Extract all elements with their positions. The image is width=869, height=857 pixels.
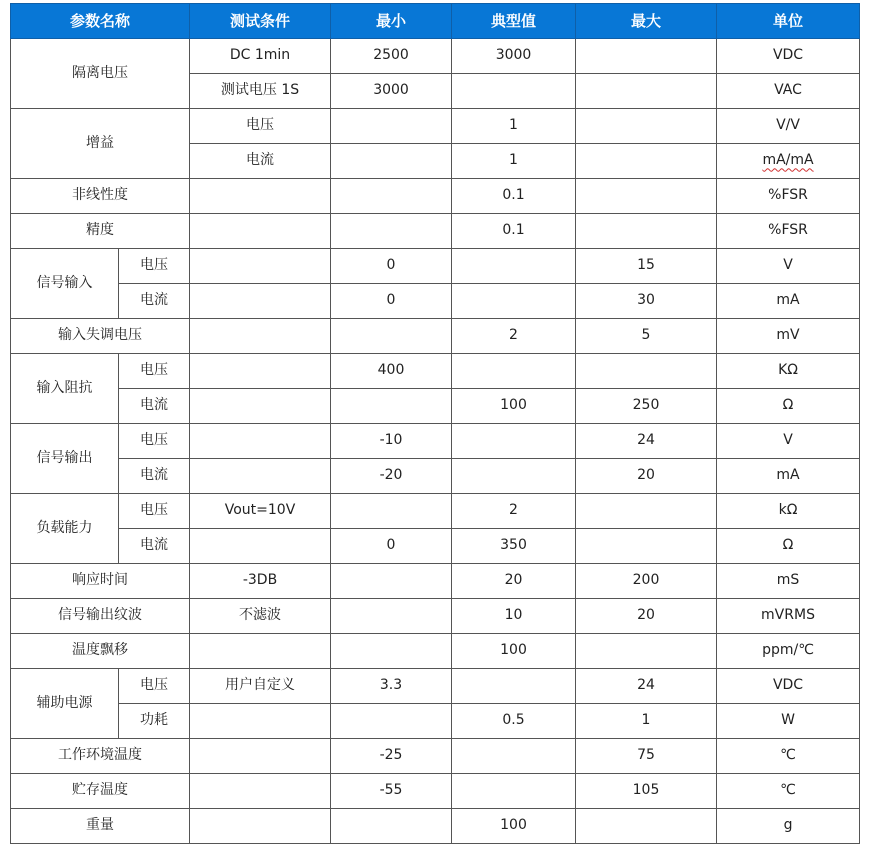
header-min: 最小 bbox=[331, 4, 452, 39]
param-name: 工作环境温度 bbox=[11, 739, 190, 774]
max-value bbox=[576, 39, 717, 74]
sub-param: 电压 bbox=[119, 249, 190, 284]
table-row bbox=[11, 529, 860, 564]
typical-value: 100 bbox=[452, 634, 576, 669]
test-condition bbox=[190, 634, 331, 669]
typical-value bbox=[452, 669, 576, 704]
max-value: 24 bbox=[576, 669, 717, 704]
max-value bbox=[576, 109, 717, 144]
max-value: 75 bbox=[576, 739, 717, 774]
test-condition: -3DB bbox=[190, 564, 331, 599]
typical-value: 1 bbox=[452, 144, 576, 179]
sub-param: 电流 bbox=[119, 389, 190, 424]
unit: ppm/℃ bbox=[717, 634, 860, 669]
test-condition bbox=[190, 459, 331, 494]
test-condition: 不滤波 bbox=[190, 599, 331, 634]
test-condition: Vout=10V bbox=[190, 494, 331, 529]
max-value bbox=[576, 74, 717, 109]
unit: %FSR bbox=[717, 179, 860, 214]
test-condition bbox=[190, 424, 331, 459]
unit: Ω bbox=[717, 389, 860, 424]
typical-value: 10 bbox=[452, 599, 576, 634]
test-condition: 电压 bbox=[190, 109, 331, 144]
min-value bbox=[331, 634, 452, 669]
param-name: 精度 bbox=[11, 214, 190, 249]
min-value bbox=[331, 389, 452, 424]
max-value bbox=[576, 494, 717, 529]
test-condition: DC 1min bbox=[190, 39, 331, 74]
header-param-name: 参数名称 bbox=[11, 4, 190, 39]
table-row bbox=[11, 284, 860, 319]
table-row bbox=[11, 214, 860, 249]
min-value: 400 bbox=[331, 354, 452, 389]
param-name: 温度飘移 bbox=[11, 634, 190, 669]
test-condition: 测试电压 1S bbox=[190, 74, 331, 109]
test-condition bbox=[190, 774, 331, 809]
sub-param: 电流 bbox=[119, 529, 190, 564]
typical-value: 0.5 bbox=[452, 704, 576, 739]
typical-value: 100 bbox=[452, 389, 576, 424]
table-row bbox=[11, 109, 860, 144]
table-row bbox=[11, 179, 860, 214]
unit: g bbox=[717, 809, 860, 844]
table-row bbox=[11, 319, 860, 354]
min-value bbox=[331, 179, 452, 214]
sub-param: 电流 bbox=[119, 459, 190, 494]
min-value: -20 bbox=[331, 459, 452, 494]
table-row bbox=[11, 774, 860, 809]
unit: mA bbox=[717, 284, 860, 319]
test-condition bbox=[190, 179, 331, 214]
unit: KΩ bbox=[717, 354, 860, 389]
header-typical: 典型值 bbox=[452, 4, 576, 39]
test-condition bbox=[190, 354, 331, 389]
unit: V bbox=[717, 249, 860, 284]
typical-value: 1 bbox=[452, 109, 576, 144]
table-row bbox=[11, 634, 860, 669]
typical-value: 350 bbox=[452, 529, 576, 564]
typical-value bbox=[452, 739, 576, 774]
max-value: 250 bbox=[576, 389, 717, 424]
param-name: 辅助电源 bbox=[11, 669, 119, 739]
test-condition bbox=[190, 214, 331, 249]
test-condition bbox=[190, 704, 331, 739]
typical-value bbox=[452, 249, 576, 284]
test-condition: 电流 bbox=[190, 144, 331, 179]
test-condition: 用户自定义 bbox=[190, 669, 331, 704]
max-value: 200 bbox=[576, 564, 717, 599]
param-name: 信号输入 bbox=[11, 249, 119, 319]
min-value: -10 bbox=[331, 424, 452, 459]
typical-value bbox=[452, 354, 576, 389]
table-row bbox=[11, 39, 860, 74]
param-name: 响应时间 bbox=[11, 564, 190, 599]
unit: ℃ bbox=[717, 739, 860, 774]
table-row bbox=[11, 494, 860, 529]
test-condition bbox=[190, 284, 331, 319]
min-value bbox=[331, 494, 452, 529]
unit: V bbox=[717, 424, 860, 459]
spec-table bbox=[10, 3, 860, 844]
param-name: 重量 bbox=[11, 809, 190, 844]
min-value bbox=[331, 144, 452, 179]
sub-param: 电流 bbox=[119, 284, 190, 319]
unit: W bbox=[717, 704, 860, 739]
max-value: 20 bbox=[576, 459, 717, 494]
unit: VAC bbox=[717, 74, 860, 109]
table-row bbox=[11, 354, 860, 389]
typical-value bbox=[452, 74, 576, 109]
max-value: 1 bbox=[576, 704, 717, 739]
min-value: 0 bbox=[331, 284, 452, 319]
test-condition bbox=[190, 739, 331, 774]
typical-value: 2 bbox=[452, 494, 576, 529]
min-value bbox=[331, 704, 452, 739]
max-value: 24 bbox=[576, 424, 717, 459]
unit: %FSR bbox=[717, 214, 860, 249]
table-row bbox=[11, 704, 860, 739]
table-row bbox=[11, 564, 860, 599]
unit bbox=[717, 144, 860, 179]
unit: mS bbox=[717, 564, 860, 599]
param-name: 输入阻抗 bbox=[11, 354, 119, 424]
min-value: -55 bbox=[331, 774, 452, 809]
unit: VDC bbox=[717, 669, 860, 704]
max-value bbox=[576, 634, 717, 669]
sub-param: 电压 bbox=[119, 424, 190, 459]
param-name: 信号输出 bbox=[11, 424, 119, 494]
min-value: 2500 bbox=[331, 39, 452, 74]
test-condition bbox=[190, 529, 331, 564]
table-row bbox=[11, 739, 860, 774]
unit: kΩ bbox=[717, 494, 860, 529]
sub-param: 电压 bbox=[119, 669, 190, 704]
typical-value: 0.1 bbox=[452, 179, 576, 214]
sub-param: 功耗 bbox=[119, 704, 190, 739]
header-test-condition: 测试条件 bbox=[190, 4, 331, 39]
unit-text: mA/mA bbox=[762, 152, 814, 169]
typical-value bbox=[452, 459, 576, 494]
max-value: 15 bbox=[576, 249, 717, 284]
header-max: 最大 bbox=[576, 4, 717, 39]
unit: mV bbox=[717, 319, 860, 354]
unit: mA bbox=[717, 459, 860, 494]
min-value: 3.3 bbox=[331, 669, 452, 704]
min-value bbox=[331, 214, 452, 249]
table-row bbox=[11, 599, 860, 634]
min-value bbox=[331, 599, 452, 634]
typical-value: 3000 bbox=[452, 39, 576, 74]
param-name: 输入失调电压 bbox=[11, 319, 190, 354]
max-value bbox=[576, 214, 717, 249]
max-value: 5 bbox=[576, 319, 717, 354]
max-value bbox=[576, 529, 717, 564]
min-value: 0 bbox=[331, 249, 452, 284]
min-value: 0 bbox=[331, 529, 452, 564]
param-name: 增益 bbox=[11, 109, 190, 179]
min-value bbox=[331, 564, 452, 599]
typical-value: 100 bbox=[452, 809, 576, 844]
max-value: 20 bbox=[576, 599, 717, 634]
unit: Ω bbox=[717, 529, 860, 564]
unit: VDC bbox=[717, 39, 860, 74]
min-value: -25 bbox=[331, 739, 452, 774]
typical-value: 0.1 bbox=[452, 214, 576, 249]
test-condition bbox=[190, 249, 331, 284]
param-name: 隔离电压 bbox=[11, 39, 190, 109]
typical-value bbox=[452, 424, 576, 459]
max-value: 105 bbox=[576, 774, 717, 809]
table-row bbox=[11, 389, 860, 424]
header-row bbox=[11, 4, 860, 39]
sub-param: 电压 bbox=[119, 354, 190, 389]
test-condition bbox=[190, 809, 331, 844]
header-unit: 单位 bbox=[717, 4, 860, 39]
test-condition bbox=[190, 389, 331, 424]
unit: V/V bbox=[717, 109, 860, 144]
sub-param: 电压 bbox=[119, 494, 190, 529]
test-condition bbox=[190, 319, 331, 354]
param-name: 非线性度 bbox=[11, 179, 190, 214]
min-value bbox=[331, 319, 452, 354]
typical-value: 2 bbox=[452, 319, 576, 354]
unit: ℃ bbox=[717, 774, 860, 809]
min-value: 3000 bbox=[331, 74, 452, 109]
max-value: 30 bbox=[576, 284, 717, 319]
table-row bbox=[11, 424, 860, 459]
typical-value bbox=[452, 284, 576, 319]
max-value bbox=[576, 354, 717, 389]
max-value bbox=[576, 179, 717, 214]
min-value bbox=[331, 809, 452, 844]
max-value bbox=[576, 144, 717, 179]
param-name: 贮存温度 bbox=[11, 774, 190, 809]
max-value bbox=[576, 809, 717, 844]
param-name: 负载能力 bbox=[11, 494, 119, 564]
table-row bbox=[11, 669, 860, 704]
typical-value: 20 bbox=[452, 564, 576, 599]
table-row bbox=[11, 809, 860, 844]
table-row bbox=[11, 249, 860, 284]
unit: mVRMS bbox=[717, 599, 860, 634]
table-row bbox=[11, 459, 860, 494]
typical-value bbox=[452, 774, 576, 809]
min-value bbox=[331, 109, 452, 144]
param-name: 信号输出纹波 bbox=[11, 599, 190, 634]
